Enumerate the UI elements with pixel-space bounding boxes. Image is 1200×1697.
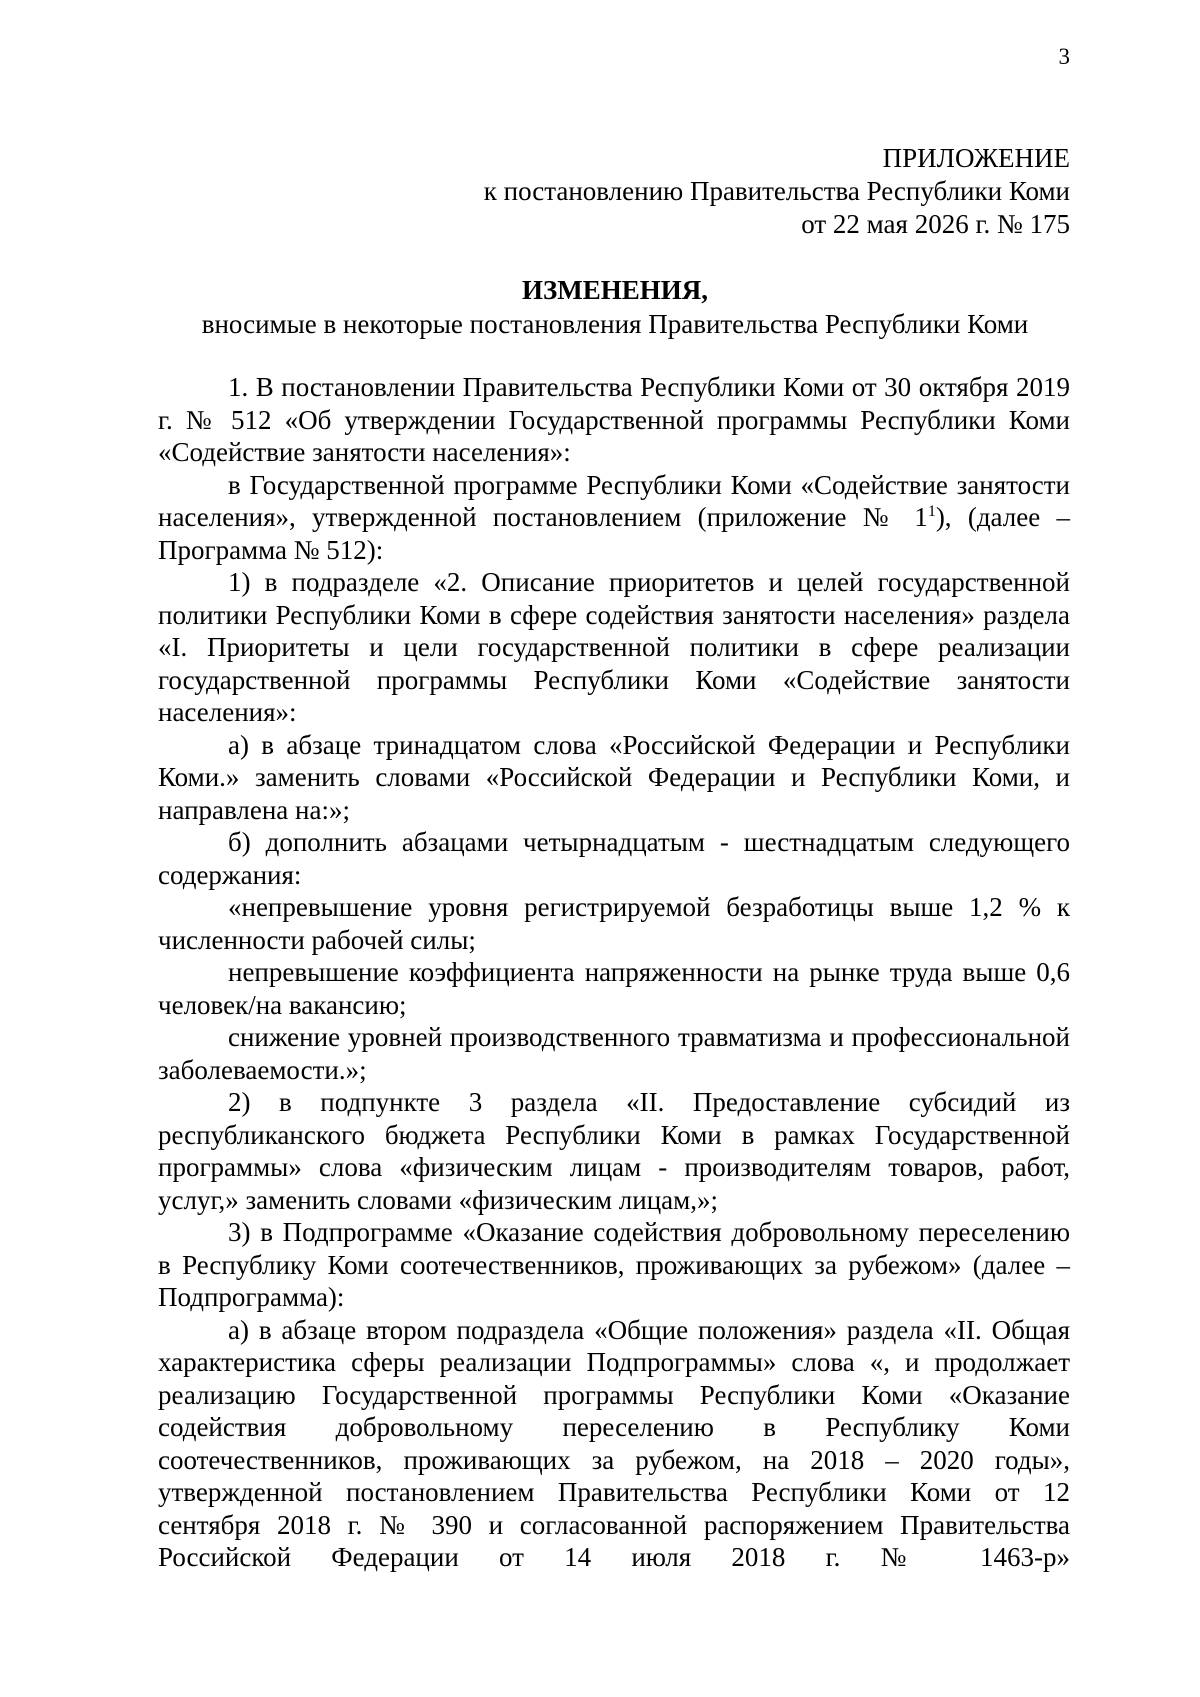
paragraph: б) дополнить абзацами четырнадцатым - шестнадцатым следующего содержания: bbox=[158, 827, 1070, 890]
paragraph: 2) в подпункте 3 раздела «II. Предоставление субсидий из республиканского бюджета Республики Коми в рамках Государственной программы» слова «физическим лицам - производителям товаров, работ, услуг,» заменить словами «физическим лицам,»; bbox=[158, 1087, 1070, 1215]
paragraph: непревышение коэффициента напряженности на рынке труда выше 0,6 человек/на вакансию; bbox=[158, 957, 1070, 1020]
appendix-header bbox=[160, 142, 1070, 241]
appendix-date-number: от 22 мая 2026 г. № 175 bbox=[801, 209, 1070, 239]
document-subtitle: вносимые в некоторые постановления Правительства Республики Коми bbox=[201, 309, 1029, 339]
paragraph: снижение уровней производственного травматизма и профессиональной заболеваемости.»; bbox=[158, 1022, 1070, 1085]
paragraph: а) в абзаце втором подраздела «Общие положения» раздела «II. Общая характеристика сферы реализации Подпрограммы» слова «, и продолжает реализацию Государственной программы Республики Коми «Оказание содействия добровольному переселению в Республику Коми соотечественников, проживающих за рубежом, на 2018 – 2020 годы», утвержденной постановлением Правительства Республики Коми от 12 сентября 2018 г. № 390 и согласованной распоряжением Правительства Российской Федерации от 14 июля 2018 г. № 1463-р» bbox=[158, 1314, 1070, 1572]
appendix-resolution-ref: к постановлению Правительства Республики Коми bbox=[483, 176, 1070, 206]
paragraph: а) в абзаце тринадцатом слова «Российской Федерации и Республики Коми.» заменить словами «Российской Федерации и Республики Коми, и направлена на:»; bbox=[158, 729, 1070, 825]
paragraph-text: в Государственной программе Республики Коми «Содействие занятости населения», утвержденной постановлением (приложение № 1 bbox=[158, 469, 1070, 532]
paragraph: 1. В постановлении Правительства Республики Коми от 30 октября 2019 г. № 512 «Об утверждении Государственной программы Республики Коми «Содействие занятости населения»: bbox=[158, 372, 1070, 467]
page-number: 3 bbox=[1058, 44, 1070, 69]
paragraph: 1) в подразделе «2. Описание приоритетов и целей государственной политики Республики Коми в сфере содействия занятости населения» раздела «I. Приоритеты и цели государственной политики в сфере реализации государственной программы Республики Коми «Содействие занятости населения»: bbox=[158, 567, 1070, 727]
paragraph-text: ), (далее – Программа № 512): bbox=[158, 502, 1070, 565]
paragraph bbox=[158, 469, 1070, 567]
appendix-title: ПРИЛОЖЕНИЕ bbox=[882, 143, 1070, 173]
paragraph: «непревышение уровня регистрируемой безработицы выше 1,2 % к численности рабочей силы; bbox=[158, 892, 1070, 955]
footnote-mark: 1 bbox=[927, 503, 936, 520]
document-body bbox=[158, 371, 1070, 1574]
document-title: ИЗМЕНЕНИЯ, bbox=[521, 275, 708, 305]
paragraph: 3) в Подпрограмме «Оказание содействия добровольному переселению в Республику Коми соотечественников, проживающих за рубежом» (далее – Подпрограмма): bbox=[158, 1217, 1070, 1312]
